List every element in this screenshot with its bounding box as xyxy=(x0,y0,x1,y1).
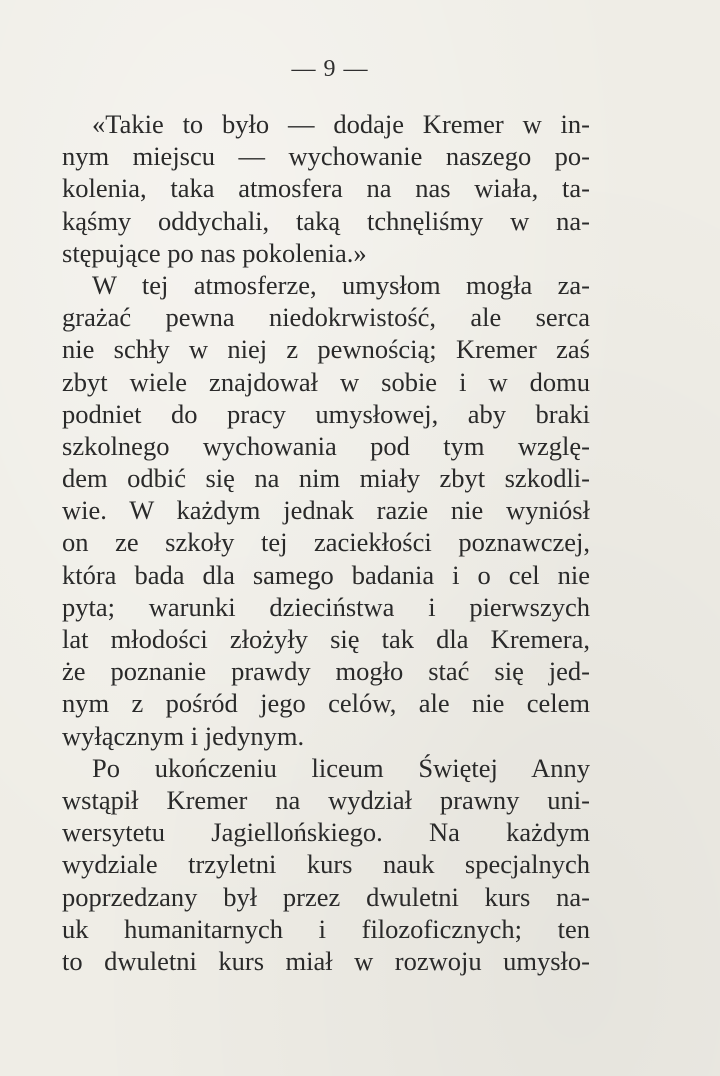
text-line: nym miejscu — wychowanie naszego po- xyxy=(62,141,590,172)
page-number: — 9 — xyxy=(291,56,369,82)
body-text xyxy=(62,108,590,977)
text-line: szkolnego wychowania pod tym wzglę- xyxy=(62,430,590,461)
text-line: lat młodości złożyły się tak dla Kremera, xyxy=(62,624,590,654)
text-line: uk humanitarnych i filozoficznych; ten xyxy=(62,913,590,944)
text-line: W tej atmosferze, umysłom mogła za- xyxy=(92,269,590,300)
text-line: nym z pośród jego celów, ale nie celem xyxy=(62,688,590,719)
text-line: dem odbić się na nim miały zbyt szkodli- xyxy=(62,463,590,494)
text-line: nie schły w niej z pewnością; Kremer zaś xyxy=(62,334,590,365)
text-line: poprzedzany był przez dwuletni kurs na- xyxy=(62,881,590,912)
text-line: która bada dla samego badania i o cel nie xyxy=(62,559,590,590)
text-line: podniet do pracy umysłowej, aby braki xyxy=(62,398,590,429)
text-line: wyłącznym i jedynym. xyxy=(62,720,305,751)
text-line: to dwuletni kurs miał w rozwoju umysło- xyxy=(62,945,590,976)
text-line: wydziale trzyletni kurs nauk specjalnych xyxy=(62,849,590,880)
text-line: kolenia, taka atmosfera na nas wiała, ta- xyxy=(62,173,590,204)
text-line: zbyt wiele znajdował w sobie i w domu xyxy=(62,366,590,397)
text-line: wie. W każdym jednak razie nie wyniósł xyxy=(62,495,590,526)
text-line: wersytetu Jagiellońskiego. Na każdym xyxy=(62,817,590,848)
text-line: on ze szkoły tej zaciekłości poznawczej, xyxy=(62,527,590,558)
text-line: grażać pewna niedokrwistość, ale serca xyxy=(62,302,590,333)
text-line: pyta; warunki dzieciństwa i pierwszych xyxy=(62,591,590,622)
text-line: że poznanie prawdy mogło stać się jed- xyxy=(62,656,590,687)
text-line: Po ukończeniu liceum Świętej Anny xyxy=(92,752,590,783)
text-line: wstąpił Kremer na wydział prawny uni- xyxy=(62,784,590,815)
text-line: kąśmy oddychali, taką tchnęliśmy w na- xyxy=(62,205,590,236)
text-line: «Takie to było — dodaje Kremer w in- xyxy=(92,109,590,139)
text-line: stępujące po nas pokolenia.» xyxy=(62,237,367,268)
